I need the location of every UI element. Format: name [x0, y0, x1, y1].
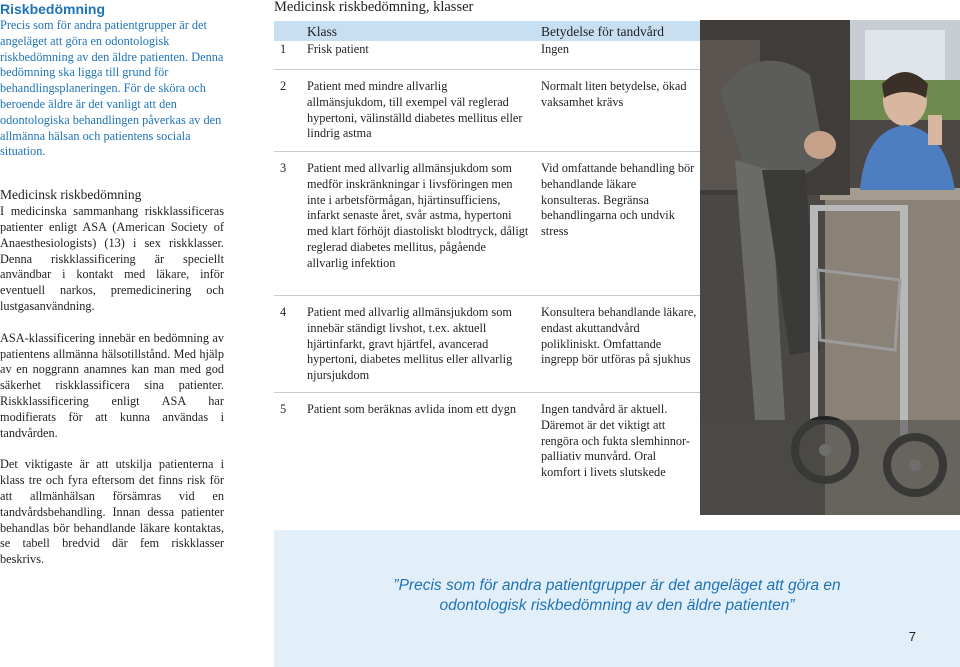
- pull-quote-line-2: odontologisk riskbedömning av den äldre patienten”: [439, 597, 795, 614]
- page-number: 7: [908, 629, 916, 644]
- pull-quote-box: [274, 530, 960, 667]
- row-divider: [274, 69, 700, 70]
- row-number: 5: [280, 402, 287, 416]
- article-paragraph-3: Det viktigaste är att utskilja patienterna i klass tre och fyra eftersom det finns risk för att allmänhälsan försämras vid en tandvårdsbehandling. Innan dessa patienter behandlas bör behandlande läkare kontaktas, se tabell bredvid där fem riskklasser beskrivs.: [0, 457, 224, 567]
- row-number: 1: [280, 42, 287, 56]
- row-number: 2: [280, 79, 287, 93]
- row-divider: [274, 295, 700, 296]
- nurse-patient-photo: [700, 20, 960, 515]
- row-divider: [274, 392, 700, 393]
- row-klass: Patient med allvarlig allmänsjukdom som innebär ständigt livshot, t.ex. aktuell hjärtinfarkt, gravt hjärtfel, avancerad hypertoni, diabetes mellitus eller allvarlig njursjukdom: [307, 305, 513, 383]
- pull-quote: [274, 576, 960, 616]
- section-title: Riskbedömning: [0, 1, 106, 17]
- row-betydelse: Ingen tandvård är aktuell. Däremot är det viktigt att rengöra och fukta slemhinnor-palliativ munvård. Oral komfort i livets slutskede: [541, 402, 690, 480]
- row-divider: [274, 151, 700, 152]
- row-klass: Patient med mindre allvarlig allmänsjukdom, till exempel väl reglerad hypertoni, välinställd diabetes mellitus eller lindrig astma: [307, 79, 523, 141]
- row-number: 3: [280, 161, 287, 175]
- row-betydelse: Konsultera behandlande läkare, endast akuttandvård polikliniskt. Omfattande ingrepp bör utföras på sjukhus: [541, 305, 697, 367]
- row-betydelse: Vid omfattande behandling bör behandlande läkare konsulteras. Begränsa behandlingarna och undvik stress: [541, 161, 695, 239]
- row-betydelse: Normalt liten betydelse, ökad vaksamhet krävs: [541, 79, 687, 109]
- row-klass: Patient som beräknas avlida inom ett dygn: [307, 402, 517, 416]
- article-paragraph-1: I medicinska sammanhang riskklassificeras patienter enligt ASA (American Society of Anaesthesiologists) (13) i sex riskklasser. Denna riskklassificering är speciellt användbar i kontakt med läkare, inför eventuell narkos, premedicinering och lustgasanvändning.: [0, 204, 224, 313]
- column-header-betydelse: Betydelse för tandvård: [541, 24, 664, 39]
- table-title: Medicinsk riskbedömning, klasser: [274, 0, 474, 15]
- row-betydelse: Ingen: [541, 42, 569, 56]
- row-number: 4: [280, 305, 287, 319]
- article-paragraph-2: ASA-klassificering innebär en bedömning av patientens allmänna hälsotillstånd. Med hjälp av en noggrann anamnes kan man med god säkerhet riskklassificera sina patienter. Riskklassificering enligt ASA har modifierats för att kunna användas i tandvården.: [0, 330, 224, 440]
- row-klass: Patient med allvarlig allmänsjukdom som medför inskränkningar i livsföringen men inte i arbetsförmågan, hjärtinsufficiens, infarkt senaste året, svår astma, hypertoni med klart förhöjt diastoliskt blodtryck, dåligt reglerad diabetes mellitus, pågående allvarlig infektion: [307, 161, 529, 270]
- sidebar-column: [0, 0, 224, 568]
- pull-quote-line-1: ”Precis som för andra patientgrupper är det angeläget att göra en: [393, 577, 841, 594]
- risk-class-table: [274, 20, 701, 515]
- row-klass: Frisk patient: [307, 42, 369, 56]
- article-subtitle: Medicinsk riskbedömning: [0, 187, 142, 203]
- column-header-klass: Klass: [307, 24, 337, 39]
- section-intro: Precis som för andra patientgrupper är det angeläget att göra en odontologisk riskbedömning av den äldre patienten. Denna bedömning ska ligga till grund för behandlingsplaneringen. För de sköra och beroende äldre är det vanligt att den odontologiska behandlingen påverkas av den allmänna hälsan och patientens sociala situation.: [0, 18, 224, 159]
